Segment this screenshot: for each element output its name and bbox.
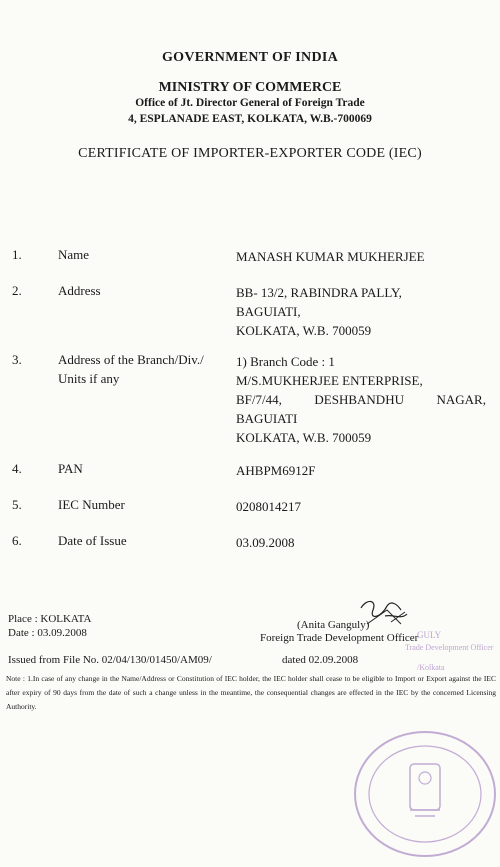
branch-word: BF/7/44,: [236, 392, 282, 407]
office-heading: Office of Jt. Director General of Foreign Trade: [135, 97, 365, 109]
field-number: 5.: [12, 497, 22, 512]
field-number: 4.: [12, 461, 22, 476]
svg-text:Trade Development Officer: Trade Development Officer: [405, 643, 494, 652]
field-label-iec: IEC Number: [58, 497, 125, 512]
note-text: Note : 1.In case of any change in the Name/Address or Constitution of IEC holder, the IEC holder shall cease to be eligible to Import or Export against the IEC after expiry of 90 days from the date of such a change unless in the meantime, the consequential changes are effected in the IEC by the concerned Licensing Authority.: [6, 674, 496, 711]
field-label-pan: PAN: [58, 461, 83, 476]
field-value-date: 03.09.2008: [236, 535, 295, 550]
branch-word: DESHBANDHU: [314, 392, 404, 407]
field-label-name: Name: [58, 247, 90, 262]
field-number: 3.: [12, 352, 22, 367]
ministry-heading: MINISTRY OF COMMERCE: [158, 80, 342, 95]
branch-line: KOLKATA, W.B. 700059: [236, 430, 372, 445]
branch-word: NAGAR,: [436, 392, 486, 407]
government-heading: GOVERNMENT OF INDIA: [161, 50, 339, 65]
field-label-address: Address: [58, 283, 101, 298]
address-line: BAGUIATI,: [236, 304, 301, 319]
field-label-branch: [58, 350, 204, 388]
branch-line: BAGUIATI: [236, 411, 298, 426]
field-label-date: Date of Issue: [58, 533, 127, 548]
branch-line: [236, 390, 486, 409]
field-value-name: MANASH KUMAR MUKHERJEE: [236, 249, 425, 264]
file-number: Issued from File No. 02/04/130/01450/AM09/: [8, 654, 212, 666]
office-address: 4, ESPLANADE EAST, KOLKATA, W.B.-700069: [128, 113, 372, 125]
field-number: 2.: [12, 283, 22, 298]
svg-text:/Kolkata: /Kolkata: [417, 663, 445, 672]
issue-date: Date : 03.09.2008: [8, 627, 87, 639]
field-value-address: [236, 283, 486, 340]
branch-line: M/S.MUKHERJEE ENTERPRISE,: [236, 373, 423, 388]
official-seal-icon: [340, 716, 500, 866]
label-line: Address of the Branch/Div./: [58, 352, 204, 367]
field-number: 1.: [12, 247, 22, 262]
file-date: dated 02.09.2008: [282, 654, 359, 666]
place: Place : KOLKATA: [8, 613, 92, 625]
officer-title: Foreign Trade Development Officer: [260, 632, 419, 644]
branch-line: 1) Branch Code : 1: [236, 354, 335, 369]
field-number: 6.: [12, 533, 22, 548]
address-line: BB- 13/2, RABINDRA PALLY,: [236, 285, 402, 300]
field-value-iec: 0208014217: [236, 499, 301, 514]
certificate-title: CERTIFICATE OF IMPORTER-EXPORTER CODE (IEC): [78, 146, 422, 161]
svg-text:GULY: GULY: [417, 630, 442, 640]
address-line: KOLKATA, W.B. 700059: [236, 323, 372, 338]
label-line: Units if any: [58, 371, 120, 386]
field-value-branch: [236, 352, 486, 447]
officer-name: (Anita Ganguly): [297, 619, 370, 631]
field-value-pan: AHBPM6912F: [236, 463, 316, 478]
